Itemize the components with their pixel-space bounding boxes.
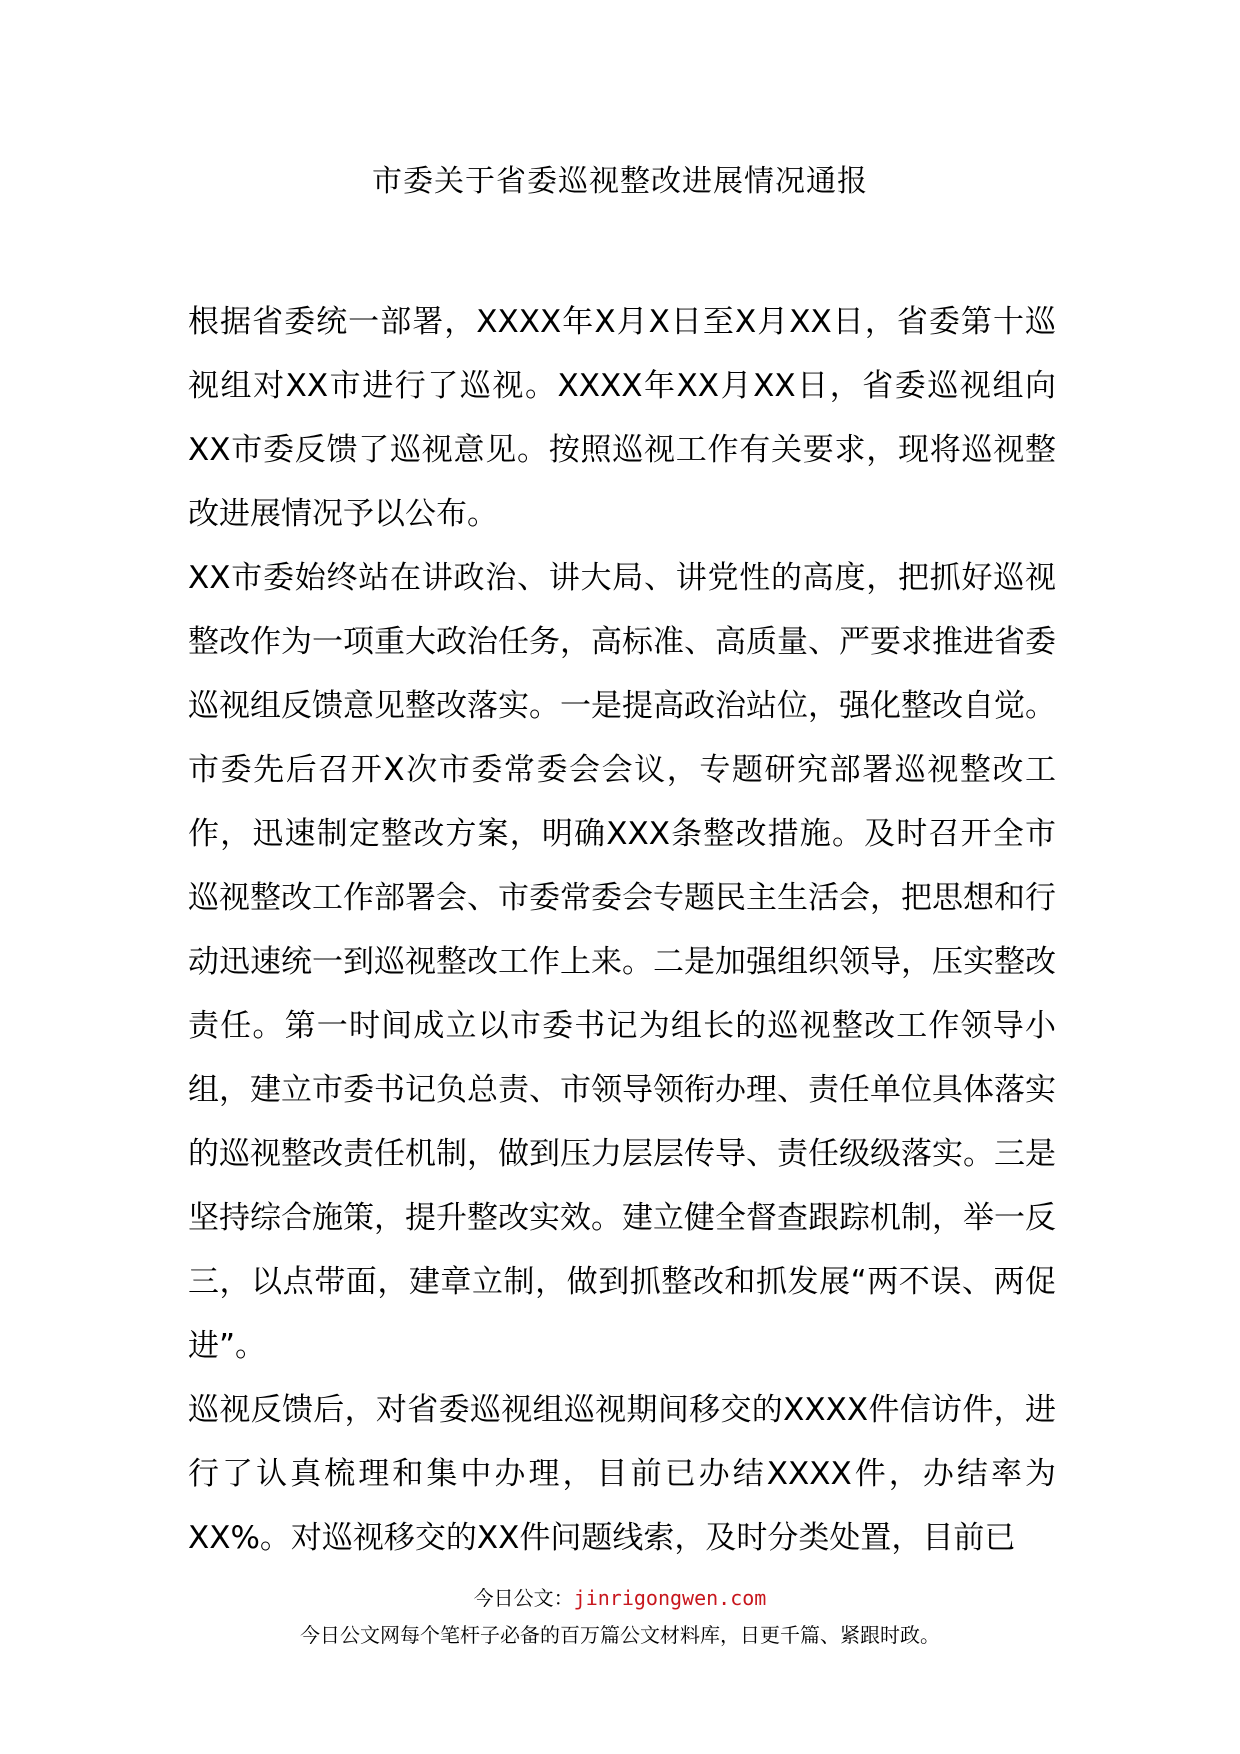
document-title: 市委关于省委巡视整改进展情况通报	[372, 164, 868, 199]
footer-url-link[interactable]: jinrigongwen.com	[573, 1586, 767, 1610]
footer-slogan: 今日公文网每个笔杆子必备的百万篇公文材料库，日更千篇、紧跟时政。	[300, 1623, 940, 1647]
paragraph-intro: 根据省委统一部署，XXXX年X月X日至X月XX日，省委第十巡视组对XX市进行了巡视。XXXX年XX月XX日，省委巡视组向XX市委反馈了巡视意见。按照巡视工作有关要求，现将巡视整改进展情况予以公布。	[188, 304, 1056, 532]
paragraph-petitions: 巡视反馈后，对省委巡视组巡视期间移交的XXXX件信访件，进行了认真梳理和集中办理，目前已办结XXXX件，办结率为XX%。对巡视移交的XX件问题线索，及时分类处置，目前已	[188, 1392, 1056, 1556]
paragraph-measures: XX市委始终站在讲政治、讲大局、讲党性的高度，把抓好巡视整改作为一项重大政治任务，高标准、高质量、严要求推进省委巡视组反馈意见整改落实。一是提高政治站位，强化整改自觉。市委先后召开X次市委常委会会议，专题研究部署巡视整改工作，迅速制定整改方案，明确XXX条整改措施。及时召开全市巡视整改工作部署会、市委常委会专题民主生活会，把思想和行动迅速统一到巡视整改工作上来。二是加强组织领导，压实整改责任。第一时间成立以市委书记为组长的巡视整改工作领导小组，建立市委书记负总责、市领导领衔办理、责任单位具体落实的巡视整改责任机制，做到压力层层传导、责任级级落实。三是坚持综合施策，提升整改实效。建立健全督查跟踪机制，举一反三，以点带面，建章立制，做到抓整改和抓发展“两不误、两促进”。	[188, 560, 1056, 1364]
document-body	[188, 290, 1056, 1570]
footer-source-line	[0, 1584, 1240, 1612]
footer-source-label: 今日公文：	[473, 1586, 574, 1610]
page-footer	[0, 1584, 1240, 1650]
